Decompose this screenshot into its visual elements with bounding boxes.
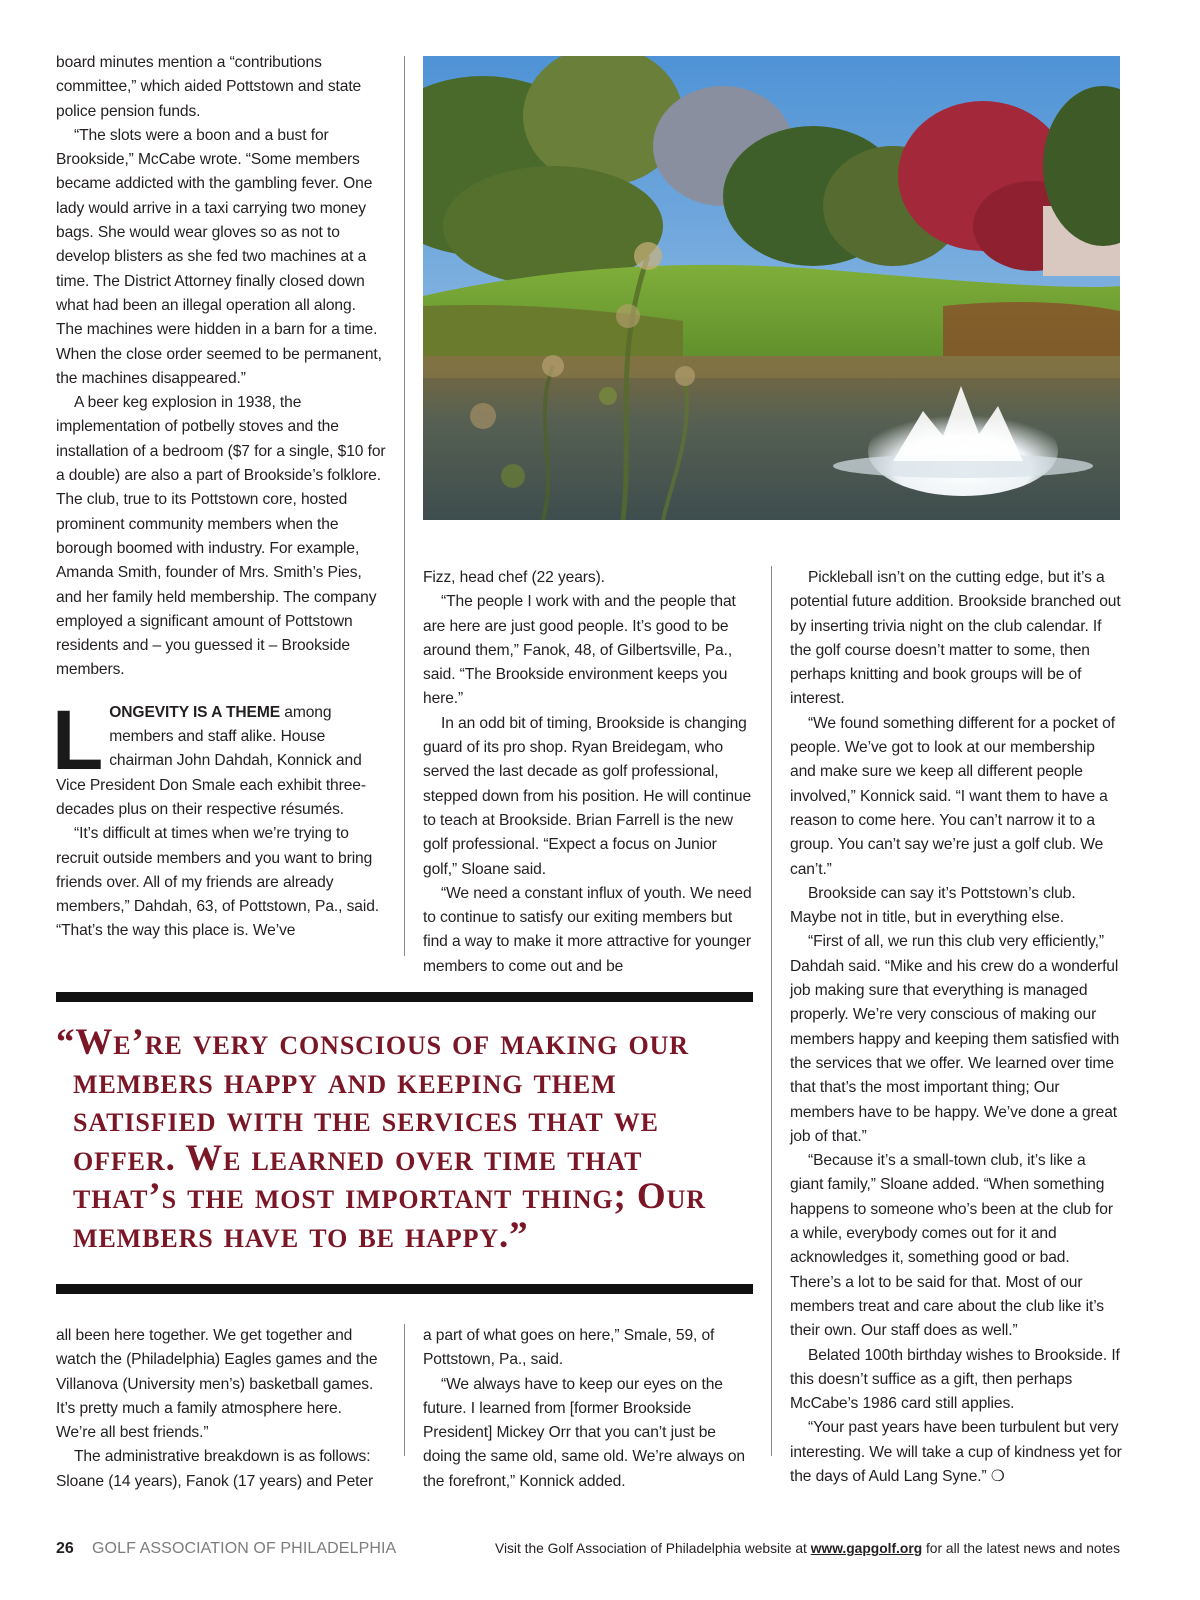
body-paragraph: “Your past years have been turbulent but very interesting. We will take a cup of kindness yet for the days of Auld Lang Syne.” ❍: [790, 1419, 1122, 1485]
publication-name: GOLF ASSOCIATION OF PHILADELPHIA: [92, 1540, 397, 1557]
website-link[interactable]: www.gapgolf.org: [810, 1541, 923, 1556]
article-column-middle-bottom: [423, 1324, 753, 1494]
footer-website-note: [495, 1541, 1120, 1556]
article-column-left-top: [52, 51, 386, 944]
column-divider: [404, 56, 405, 956]
footer-visit-prefix: Visit the Golf Association of Philadelphia website at: [495, 1541, 811, 1556]
article-column-left-bottom: [56, 1324, 386, 1494]
body-paragraph: Brookside can say it’s Pottstown’s club. Maybe not in title, but in everything else.: [790, 884, 1076, 927]
body-paragraph: “It’s difficult at times when we’re trying to recruit outside members and you want to bring friends over. All of my friends are already members,” Dahdah, 63, of Pottstown, Pa., said. “That’s the way this place is. We’ve: [56, 825, 380, 940]
body-paragraph: all been here together. We get together and watch the (Philadelphia) Eagles games and the Villanova (University men’s) basketball games. It’s pretty much a family atmosphere here. We’re all best friends.”: [56, 1327, 378, 1442]
body-paragraph: “The slots were a boon and a bust for Brookside,” McCabe wrote. “Some members became addicted with the gambling fever. One lady would arrive in a taxi carrying two money bags. She would wear gloves so as not to develop blisters as she fed two machines at a time. The District Attorney finally closed down what had been an illegal operation all along. The machines were hidden in a barn for a time. When the close order seemed to be permanent, the machines disappeared.”: [56, 126, 382, 387]
body-paragraph: Pickleball isn’t on the cutting edge, but it’s a potential future addition. Brookside branched out by inserting trivia night on the club calendar. If the golf course doesn’t matter to some, then perhaps knitting and book groups will be of interest.: [790, 569, 1121, 708]
body-paragraph: Belated 100th birthday wishes to Brookside. If this doesn’t suffice as a gift, then perhaps McCabe’s 1986 card still applies.: [790, 1346, 1120, 1413]
body-paragraph: Fizz, head chef (22 years).: [423, 569, 605, 586]
body-paragraph: “First of all, we run this club very efficiently,” Dahdah said. “Mike and his crew do a wonderful job making sure that everything is managed properly. We’re very conscious of making our members happy and keeping them satisfied with the services that we offer. We learned over time that that’s the most important thing; Our members have to be happy. We’ve done a great job of that.”: [790, 933, 1120, 1145]
column-divider: [771, 566, 772, 952]
body-paragraph: “We found something different for a pocket of people. We’ve got to look at our membership and make sure we keep all different people involved,” Konnick said. “I want them to have a reason to come here. You can’t narrow it to a group. You can’t say we’re just a golf club. We can’t.”: [790, 714, 1115, 878]
article-column-right: [790, 566, 1122, 1489]
body-paragraph: In an odd bit of timing, Brookside is changing guard of its pro shop. Ryan Breidegam, who served the last decade as golf professional, stepped down from his position. He will continue to teach at Brookside. Brian Farrell is the new golf professional. “Expect a focus on Junior golf,” Sloane said.: [423, 714, 752, 878]
body-paragraph: board minutes mention a “contributions committee,” which aided Pottstown and state police pension funds.: [56, 54, 362, 120]
dropcap-paragraph: [52, 692, 386, 822]
section-lead-in: ONGEVITY IS A THEME: [109, 703, 281, 721]
column-divider: [771, 952, 772, 1456]
pullquote-top-rule: [56, 992, 753, 1002]
column-divider: [404, 1324, 405, 1456]
body-paragraph: a part of what goes on here,” Smale, 59, of Pottstown, Pa., said.: [423, 1327, 715, 1369]
body-paragraph: “Because it’s a small-town club, it’s like a giant family,” Sloane added. “When something happens to someone who’s been at the club for a while, everybody comes out for it and acknowledges it, something good or bad. There’s a lot to be said for that. Most of our members treat and care about the club like it’s their own. Our staff does as well.”: [790, 1152, 1113, 1340]
pond-fountain-photo: [423, 56, 1120, 520]
body-paragraph: “We always have to keep our eyes on the future. I learned from [former Brookside President] Mickey Orr that you can’t just be doing the same old, same old. We’re always on the forefront,” Konnick added.: [423, 1375, 745, 1490]
body-paragraph: “The people I work with and the people that are here are just good people. It’s good to be around them,” Fanok, 48, of Gilbertsville, Pa., said. “The Brookside environment keeps you here.”: [423, 593, 736, 708]
body-paragraph: A beer keg explosion in 1938, the implementation of potbelly stoves and the installation of a bedroom ($7 for a single, $10 for a double) are also a part of Brookside’s folklore. The club, true to its Pottstown core, hosted prominent community members when the borough boomed with industry. For example, Amanda Smith, founder of Mrs. Smith’s Pies, and her family held membership. The company employed a significant amount of Pottstown residents and – you guessed it – Brookside members.: [56, 394, 386, 679]
body-paragraph: “We need a constant influx of youth. We need to continue to satisfy our exiting members but find a way to make it more attractive for younger members to come out and be: [423, 884, 752, 975]
dropcap-paragraph-text: among members and staff alike. House chairman John Dahdah, Konnick and Vice President Don Smale each exhibit three-decades plus on their respective résumés.: [56, 703, 366, 818]
body-paragraph: The administrative breakdown is as follows: Sloane (14 years), Fanok (17 years) and Peter: [56, 1448, 374, 1490]
article-column-middle-top: [423, 566, 753, 979]
pull-quote: “We’re very conscious of making our members happy and keeping them satisfied with the services that we offer. We learned over time that that’s the most important thing; Our members have to be happy.”: [56, 1022, 706, 1256]
drop-cap-letter: L: [52, 692, 104, 787]
pullquote-bottom-rule: [56, 1284, 753, 1294]
page-number: 26: [56, 1540, 74, 1557]
footer-visit-suffix: for all the latest news and notes: [922, 1541, 1120, 1556]
